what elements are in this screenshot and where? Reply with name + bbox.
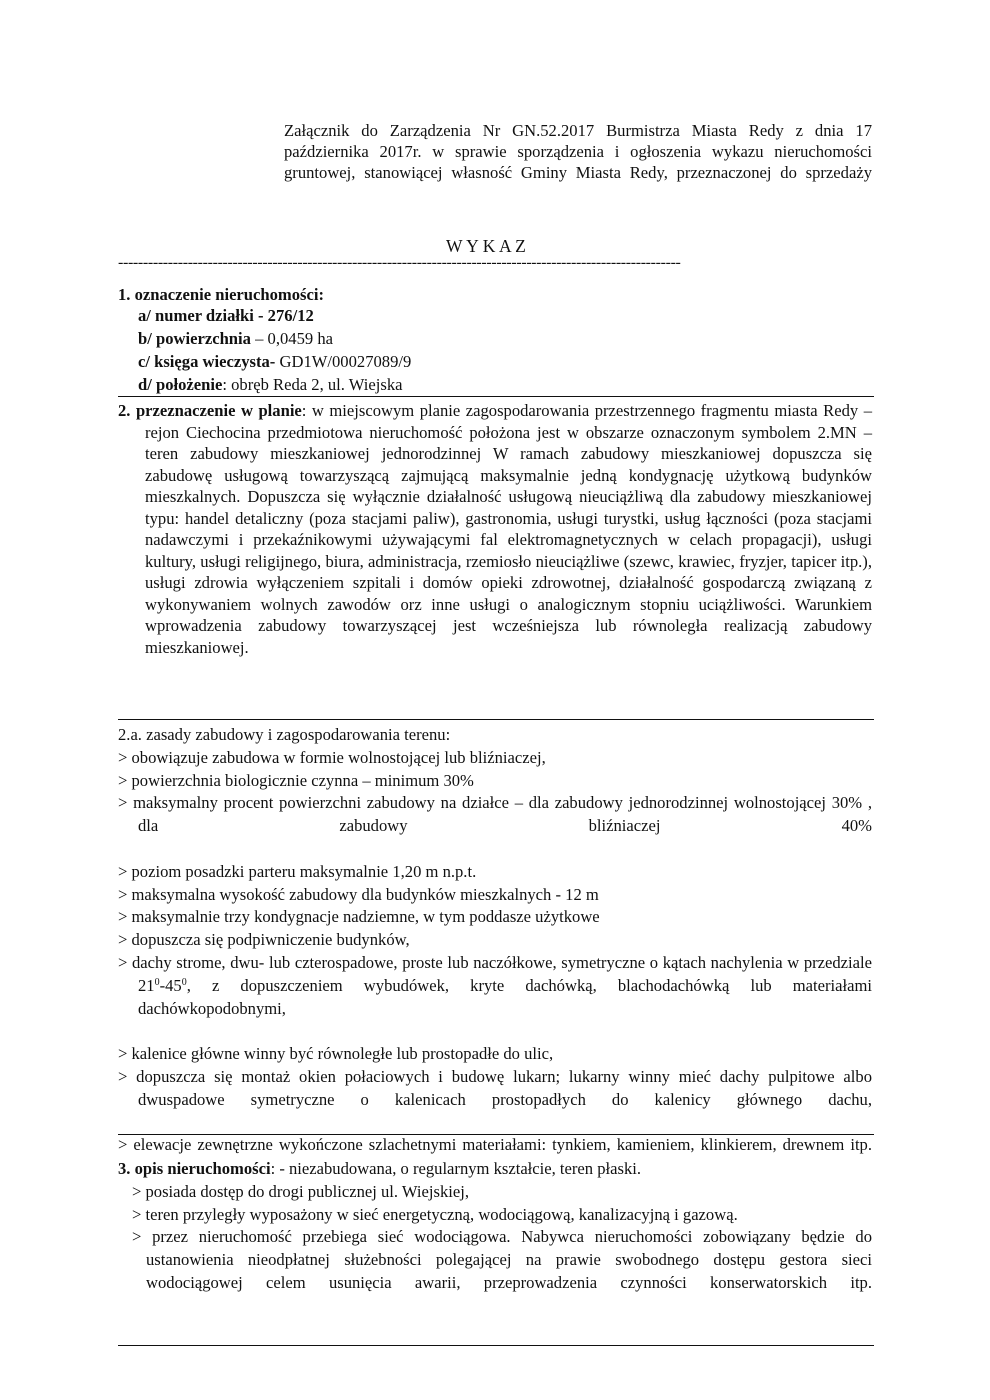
section2a-heading: 2.a. zasady zabudowy i zagospodarowania terenu: — [118, 725, 451, 744]
rule-item: > maksymalna wysokość zabudowy dla budynków mieszkalnych - 12 m — [118, 884, 599, 904]
rule-item: > maksymalny procent powierzchni zabudowy na działce – dla zabudowy jednorodzinnej wolnostojącej 30% , dla zabudowy bliźniaczej 40% — [118, 793, 872, 836]
roof-rule-item: > dachy strome, dwu- lub czterospadowe, proste lub naczółkowe, symetryczne o kątach nachylenia w przedziale $21^0-45^0$, z dopuszczeniem wybudówek, kryte dachówką, blachodachówką lub materiałami dachówkopodobnymi, — [118, 952, 872, 1018]
section-divider-4 — [118, 1345, 874, 1346]
section-divider-2 — [118, 719, 874, 720]
section-divider-1 — [118, 396, 874, 397]
rule-item: > elewacje zewnętrzne wykończone szlachetnymi materiałami: tynkiem, kamieniem, klinkierem, drewnem itp. — [118, 1135, 872, 1155]
dashed-separator: ----------------------------------------------------------------------------------------------------------------- — [118, 254, 681, 271]
parcel-number: a/ numer działki - 276/12 — [138, 306, 314, 325]
attachment-header: Załącznik do Zarządzenia Nr GN.52.2017 Burmistrza Miasta Redy z dnia 17 października 2017r. w sprawie sporządzenia i ogłoszenia wykazu nieruchomości gruntowej, stanowiącej własność Gminy Miasta Redy, przeznaczonej do sprzedaży — [284, 121, 872, 182]
land-register: c/ księga wieczysta- GD1W/00027089/9 — [138, 352, 412, 371]
rule-item: > maksymalnie trzy kondygnacje nadziemne, w tym poddasze użytkowe — [118, 907, 600, 927]
section1-heading: 1. oznaczenie nieruchomości: — [118, 285, 324, 304]
section3-description — [118, 1158, 872, 1318]
rule-item: > powierzchnia biologicznie czynna – minimum 30% — [118, 770, 474, 790]
rule-item: > dopuszcza się montaż okien połaciowych i budowę lukarn; lukarny winny mieć dachy pulpitowe albo dwuspadowe symetryczne o kalenicach prostopadłych do kalenicy głównego dachu, — [118, 1066, 872, 1109]
plan-paragraph: 2. przeznaczenie w planie: w miejscowym planie zagospodarowania przestrzennego fragmentu miasta Redy – rejon Ciechocina przedmiotowa nieruchomość położona jest w obszarze oznaczonym symbolem 2.MN – teren zabudowy mieszkaniowej jednorodzinnej W ramach zabudowy mieszkaniowej dopuszcza się zabudowę usługową towarzyszącą zajmującą maksymalnie jedną kondygnację użytkową budynków mieszkalnych. Dopuszcza się wyłącznie działalność usługową nieuciążliwą dla zabudowy mieszkaniowej typu: handel detaliczny (poza stacjami paliw), gastronomia, usługi turystki, usług łączności (poza stacjami nadawczymi i przekaźnikowymi używającymi fal elektromagnetycznych w celach propagacji), usługi kultury, usługi religijnego, biura, administracja, rzemiosło nieuciążliwe (szewc, krawiec, fryzjer, tapicer itp.), usługi zdrowia wyłączeniem szpitali i domów opieki zdrowotnej, działalność gospodarczą związaną z wykonywaniem wolnych zawodów orz inne usługi o analogicznym stopniu uciążliwości. Warunkiem wprowadzenia zabudowy towarzyszącej jest wcześniejsza lub równoległa realizacją zabudowy mieszkaniowej. — [118, 401, 872, 657]
section-divider-3 — [118, 1134, 874, 1135]
section3-heading: 3. opis nieruchomości: - niezabudowana, o regularnym kształcie, teren płaski. — [118, 1159, 642, 1178]
rule-item: > obowiązuje zabudowa w formie wolnostojącej lub bliźniaczej, — [118, 747, 546, 767]
section2a-rules — [118, 724, 872, 1180]
rule-item: > kalenice główne winny być równoległe lub prostopadłe do ulic, — [118, 1044, 554, 1064]
rule-item: > dopuszcza się podpiwniczenie budynków, — [118, 930, 410, 950]
parcel-area: b/ powierzchnia – 0,0459 ha — [138, 329, 333, 348]
document-title: W Y K A Z — [446, 236, 526, 256]
rule-item: > poziom posadzki parteru maksymalnie 1,20 m n.p.t. — [118, 861, 477, 881]
section2-plan — [118, 400, 872, 680]
description-item: > teren przyległy wyposażony w sieć energetyczną, wodociągową, kanalizacyjną i gazową. — [132, 1204, 738, 1224]
description-item: > przez nieruchomość przebiega sieć wodociągowa. Nabywca nieruchomości zobowiązany będzie do ustanowienia nieodpłatnej służebności polegającej na prawie swobodnego dostępu gestora sieci wodociągowej celem usunięcia awarii, przeprowadzenia czynności konserwatorskich itp. — [132, 1227, 872, 1292]
location: d/ położenie: obręb Reda 2, ul. Wiejska — [138, 375, 403, 394]
description-item: > posiada dostęp do drogi publicznej ul. Wiejskiej, — [132, 1181, 469, 1201]
